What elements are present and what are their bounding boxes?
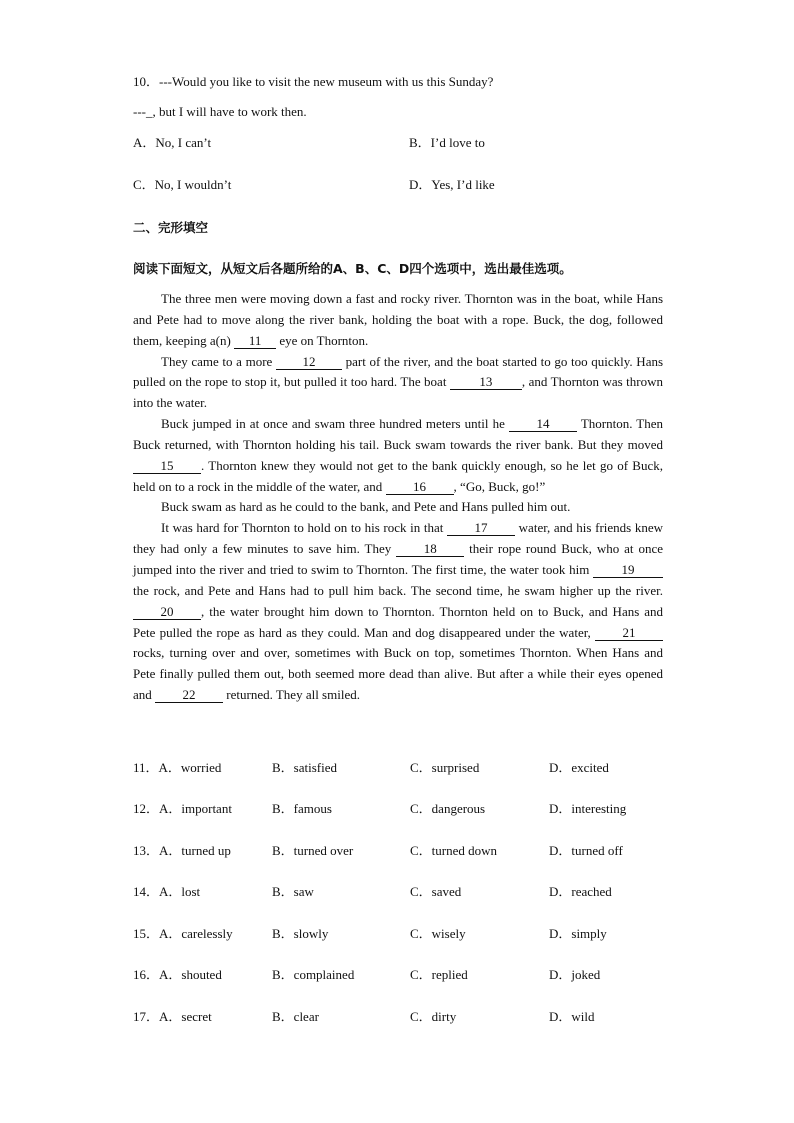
choice-a: 11．A．worried — [133, 760, 222, 775]
blank-13: 13 — [450, 374, 522, 390]
passage-paragraph-4: Buck swam as hard as he could to the bank, and Pete and Hans pulled him out. — [161, 499, 571, 515]
choice-a: 12．A．important — [133, 801, 232, 816]
q10-option-d: D．Yes, I’d like — [409, 177, 495, 192]
choice-d: D．reached — [549, 884, 612, 899]
question-10-prompt: ---_, but I will have to work then. — [133, 104, 307, 119]
blank-19: 19 — [593, 562, 663, 578]
choice-row — [133, 882, 673, 902]
choice-b: B．slowly — [272, 926, 329, 941]
choice-d: D．wild — [549, 1009, 595, 1024]
choice-b: B．clear — [272, 1009, 319, 1024]
blank-20: 20 — [133, 604, 201, 620]
choice-a: 14．A．lost — [133, 884, 201, 899]
blank-16: 16 — [386, 479, 454, 495]
choice-row — [133, 841, 673, 861]
choice-b: B．complained — [272, 967, 355, 982]
choice-row — [133, 758, 673, 778]
choice-d: D．joked — [549, 967, 601, 982]
q10-option-a: A．No, I can’t — [133, 135, 212, 150]
choice-a: 15．A．carelessly — [133, 926, 233, 941]
choice-b: B．turned over — [272, 843, 354, 858]
choice-row — [133, 1007, 673, 1027]
choice-d: D．turned off — [549, 843, 623, 858]
blank-22: 22 — [155, 687, 223, 703]
blank-21: 21 — [595, 625, 663, 641]
choice-c: C．dangerous — [410, 801, 486, 816]
section-title: 二、完形填空 — [133, 220, 209, 235]
choice-a: 13．A．turned up — [133, 843, 231, 858]
blank-17: 17 — [447, 520, 515, 536]
question-10-text: 10．---Would you like to visit the new museum with us this Sunday? — [133, 74, 494, 89]
choice-c: C．saved — [410, 884, 462, 899]
choice-a: 16．A．shouted — [133, 967, 222, 982]
blank-11: 11 — [234, 333, 276, 349]
blank-12: 12 — [276, 354, 342, 370]
blank-14: 14 — [509, 416, 577, 432]
choice-row — [133, 924, 673, 944]
choice-b: B．saw — [272, 884, 314, 899]
cloze-passage — [133, 289, 663, 706]
blank-15: 15 — [133, 458, 201, 474]
passage-paragraph-3: Buck jumped in at once and swam three hundred meters until he 14 Thornton. Then Buck returned, with Thornton holding his tail. Buck swam towards the river bank. But they moved 15 . Thornton knew they would not get to the bank quickly enough, so he let go of Buck, held on to a rock in the middle of the water, and 16 , “Go, Buck, go!” — [133, 416, 664, 494]
section-instruction: 阅读下面短文，从短文后各题所给的A、B、C、D四个选项中，选出最佳选项。 — [133, 261, 572, 276]
choice-c: C．replied — [410, 967, 468, 982]
passage-paragraph-1: The three men were moving down a fast and rocky river. Thornton was in the boat, while Hans and Pete had to move along the river bank, holding the boat with a rope. Buck, the dog, followed them, keeping a(n) 11 eye on Thornton. — [133, 291, 663, 348]
choice-d: D．interesting — [549, 801, 627, 816]
choice-b: B．satisfied — [272, 760, 337, 775]
choice-d: D．excited — [549, 760, 609, 775]
choice-d: D．simply — [549, 926, 607, 941]
choice-c: C．dirty — [410, 1009, 457, 1024]
choice-a: 17．A．secret — [133, 1009, 212, 1024]
choice-c: C．turned down — [410, 843, 498, 858]
blank-18: 18 — [396, 541, 464, 557]
passage-paragraph-5: It was hard for Thornton to hold on to his rock in that 17 water, and his friends knew they had only a few minutes to save him. They 18 their rope round Buck, who at once jumped into the river and tried to swim to Thornton. The first time, the water took him 19 the rock, and Pete and Hans had to pull him back. The second time, he swam higher up the river. 20 , the water brought him down to Thornton. Thornton held on to Buck, and Hans and Pete pulled the rope as hard as they could. Man and dog disappeared under the water, 21 rocks, turning over and over, sometimes with Buck on top, sometimes Thornton. When Hans and Pete finally pulled them out, both seemed more dead than alive. But after a while their eyes opened and 22 returned. They all smiled. — [133, 520, 664, 703]
choice-c: C．wisely — [410, 926, 466, 941]
choice-b: B．famous — [272, 801, 332, 816]
choice-c: C．surprised — [410, 760, 480, 775]
choice-row — [133, 799, 673, 819]
choice-row — [133, 965, 673, 985]
q10-option-c: C．No, I wouldn’t — [133, 177, 232, 192]
q10-option-b: B．I’d love to — [409, 135, 485, 150]
passage-paragraph-2: They came to a more 12 part of the river, and the boat started to go too quickly. Hans pulled on the rope to stop it, but pulled it too hard. The boat 13 , and Thornton was thrown into the water. — [133, 353, 664, 411]
